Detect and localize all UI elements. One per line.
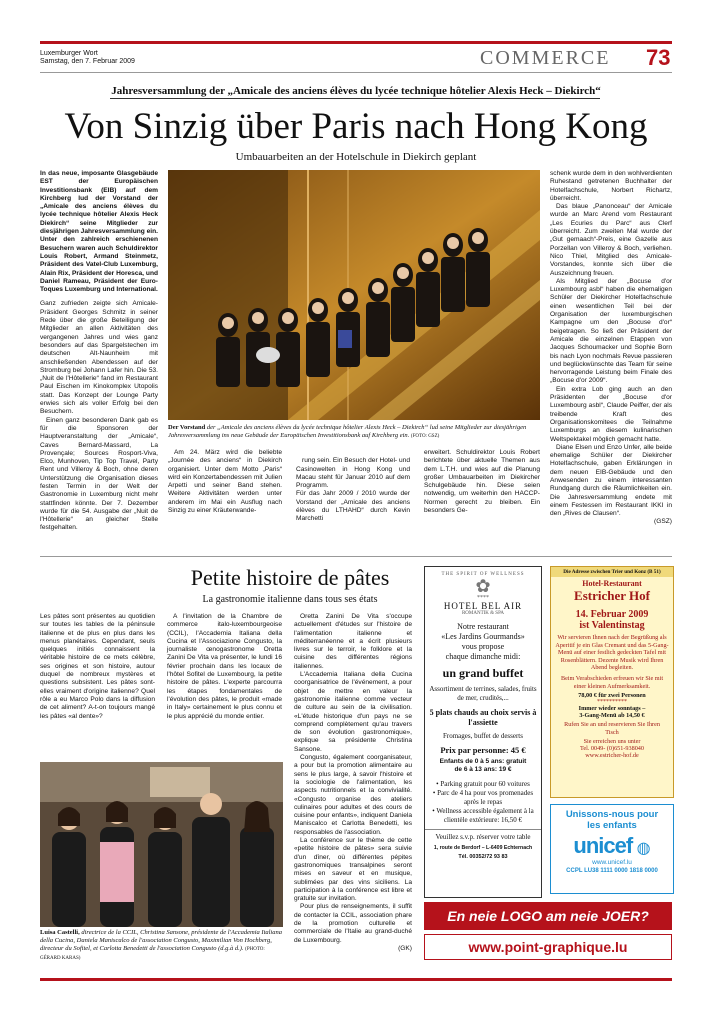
article2-col1 (40, 613, 155, 721)
estricher-t5: Rufen Sie an und reservieren Sie Ihren Tisch (564, 721, 660, 736)
estricher-t4: 3-Gang-Menü ab 14,50 € (579, 712, 645, 720)
ad-point-graphique-banner (424, 902, 672, 930)
belair-plats: 5 plats chauds au choix servis à l'assiette (429, 708, 537, 727)
estricher-event: ist Valentinstag (579, 620, 645, 631)
article2-col2 (167, 613, 282, 721)
estricher-t2: Beim Verabschieden erfreuen wir Sie mit einer kleinen Aufmerksamkeit. (560, 674, 664, 690)
article1-photo (168, 170, 540, 420)
caption2-body: directrice de la CCIL, Christina Sansone, présidente de l'Accademia Italiana della Cucina, Daniela Maniscalco de l'association Congusto, Maximilian Von Hochberg, directeur du Sofitel, et Carlotta Benedetti de l'association Congusto (d.g.à d.). (40, 929, 282, 952)
ad-hotel-belair (424, 566, 542, 898)
caption2-credit: (PHOTO: GÉRARD KARAS) (40, 947, 265, 961)
belair-price: Prix par personne: 45 € (440, 745, 526, 755)
article2-col3-p4: La conférence sur le thème de cette «petite histoire de pâtes» sera suivie d'un dîner, où différentes pépites gastronomiques transalpines seront mises en saveur et en musique, sublimées par des vins siciliens. La participation à la conférence est libre et gratuite sur invitation. (294, 837, 412, 903)
group-photo-eib (168, 170, 540, 420)
belair-name: HOTEL BEL AIR (443, 601, 523, 611)
estricher-stars: ********** (597, 699, 627, 706)
article1-col5-p3: Als Mitglied der „Bocuse d'or Luxembourg asbl“ haben die ehemaligen Schüler der Diekircher Hotelfachschule einen wesentlichen Teil bei der Organisation der luxemburgischen Kampagne um den „Bocuse d'or“ beigetragen. So ließ der Präsident der Amicale die einzelnen Etappen von Jacques Schoumacker und Sophie Born bis nach Lyon nochmals Revue passieren und beglückwünschte das Team für seine hervorragende Leistung beim Finale des „Bocuse d'or 2009“. (550, 277, 672, 385)
belair-addr: 1, route de Berdorf – L-6409 Echternach (433, 845, 533, 851)
article1-col1 (40, 170, 158, 533)
article1-col3 (296, 449, 410, 532)
point-banner-text: En neie LOGO am neie JOER? (447, 908, 649, 924)
article1-kicker: Jahresversammlung der „Amicale des anciens élèves du lycée technique hôtelier Alexis Heck – Diekirch“ (111, 85, 601, 97)
belair-bullets (428, 780, 538, 825)
belair-logo (425, 572, 541, 616)
article2-col3-p2: L'Accademia Italiana della Cucina coorganisatrice de l'événement, a pour objet de mettre en valeur la gastronomie italienne comme vecteur de culture au sein de la civilisation. «L'étude historique d'un pays ne se comprend complètement qu'au travers de son évolution gastronomique», explique sa présidente Christina Sansone. (294, 671, 412, 753)
mid-divider (40, 556, 672, 557)
belair-tel: Tél. 00352/72 93 83 (458, 854, 508, 860)
top-rule (40, 41, 672, 44)
estricher-date: 14. Februar 2009 (575, 609, 649, 620)
belair-line3: vous propose (461, 642, 505, 651)
article1-caption (168, 424, 540, 441)
belair-stars: **** (477, 595, 489, 601)
article1-lead: In das neue, imposante Glasgebäude EST der Europäischen Investitionsbank (EIB) auf dem Kirchberg lud der Vorstand der „Amicale des anciens élèves du lycée technique hôtelier Alexis Heck Diekirch“ seine Mitglieder zur diesjährigen Jahresversammlung ein. Unter den zahlreich erschienenen Besuchern waren auch Schuldirektor Louis Robert, Armand Steinmetz, Präsident des Vatel-Club Luxemburg, Alain Rix, Präsident der Horesca, und Daniel Rameau, Präsident der Euro-Toques Luxemburg und International. (40, 170, 159, 294)
belair-kids2: de 6 à 13 ans: 19 € (454, 766, 512, 773)
estricher-t1: Wir servieren Ihnen nach der Begrüßung als Aperitif je ein Glas Cremant und das 5-Gang-Menü auf einer festlich gedeckten Tafel mit Rosenblättern. Dezente Musik wird Ihren Abend begleiten. (555, 634, 669, 672)
belair-b2: • Parc de 4 ha pour vos promenades après le repas (432, 789, 534, 806)
article2-col3-p1: Oretta Zanini De Vita s'occupe actuellement d'études sur l'histoire de l'alimentation italienne et méditerranéenne et a écrit plusieurs livres sur le terroir, le folklore et la cuisine des différentes régions italiennes. (294, 613, 412, 670)
article2-photo (40, 762, 283, 927)
caption-body: der „Amicale des anciens élèves du lycée technique hôtelier Alexis Heck – Diekirch“ lud seine Mitglieder zur diesjährigen Jahresversammlung ins neue Gebäude der Europäischen Investitionsbank auf Kirchberg ein. (168, 424, 527, 439)
paper-name: Luxemburger Wort (40, 50, 98, 57)
article1-subhead: Umbauarbeiten an der Hotelschule in Diekirch geplant (235, 151, 477, 163)
belair-b1: • Parking gratuit pour 60 voitures (436, 780, 530, 788)
unicef-ccpl: CCPL LU38 1111 0000 1818 0000 (566, 868, 658, 874)
article1-col5-p5: Diane Elsen und Enzo Unfer, alle beide ehemalige Schüler der Diekircher Hotelfachschule, gaben Erklärungen in dem neuen EIB-Gebäude und den Anwesenden zu einem interessanten Rundgang durch die Räumlichkeiten ein. Die Jahresversammlung endete mit einem Festessen im Restaurant IKKI in den „Rives de Clausen“. (550, 443, 672, 518)
article1-col3-text: rung sein. Ein Besuch der Hotel- und Casinowelten in Hong Kong und Macau steht für Januar 2010 auf dem Programm. Für das Jahr 2009 / 2010 wurde der Vorstand der „Amicale des anciens élèves du LTHAHD“ durch Kevin Marchetti (296, 457, 410, 523)
ad-estricher-hof (550, 566, 674, 798)
article1-col2-text: Am 24. März wird die beliebte „Journée des anciens“ in Diekirch organisiert. Unter dem Motto „Paris“ wird ein Konzertabendessen mit Julien Arpetti und seiner Band stehen. Weitere Aktivitäten werden unter anderem im Mai ein Ausflug nach Sinzig zu einer Kräuterwande- (168, 449, 282, 515)
article1-col5-p4: Ein extra Lob ging auch an den Präsidenten der „Bocuse d'or Luxembourg asbl“, Claude Peiffer, der als treibende Kraft des Organisationskomitees die Teilnahme Luxemburgs an diesem kulinarischen Weltspektakel möglich gemacht hatte. (550, 385, 672, 443)
belair-kids (425, 758, 541, 774)
bottom-rule (40, 978, 672, 981)
article2-headline: Petite histoire de pâtes (190, 565, 390, 590)
belair-buffet: un grand buffet (442, 666, 524, 680)
article2-col1-text: Les pâtes sont présentes au quotidien sur toutes les tables de la péninsule italienne et de plus en plus dans les menus planétaires. Cependant, seuls quelques initiés connaissent la véritable histoire de ce mets célèbre, ses origines et son histoire, autour duquel de nombreux mystères et questions subsistent. Les pâtes sont-elles vraiment d'origine italienne? Quel rôle a eu Marco Polo dans la diffusion de cet aliment? A-t-on toujours mangé les pâtes «al dente»? (40, 613, 155, 720)
belair-kids1: Enfants de 0 à 5 ans: gratuit (439, 758, 527, 765)
caption-credit: (FOTO: GSZ) (410, 434, 440, 439)
article1-author: (GSZ) (654, 518, 672, 526)
estricher-t3: Immer wieder sonntags – (578, 705, 646, 713)
article2-col3 (294, 613, 412, 953)
estricher-t6: Sie erreichen uns unter (583, 738, 641, 746)
caption2-lead: Luisa Castelli, (40, 929, 80, 936)
unicef-web[interactable]: www.unicef.lu (592, 859, 632, 866)
article2-col2-text: A l'invitation de la Chambre de commerce italo-luxembourgeoise (CCIL), l'Accademia Italiana della Cucina et l'Associazione Congusto, la journaliste œnogastronome Oretta Zanini De Vita va présenter, le lundi 16 février prochain dans les locaux de l'hôtel Sofitel de Luxembourg, la petite histoire de pâtes. L'experte parcourra les étapes fondamentales de l'évolution des pâtes, le produit «made in Italy» certainement le plus connu et le plus apprécié du monde entier. (167, 613, 282, 720)
belair-line1: Notre restaurant (457, 622, 509, 631)
ad-unicef (550, 804, 674, 894)
article2-subhead: La gastronomie italienne dans tous ses états (202, 594, 378, 605)
belair-line6: Fromages, buffet de desserts (443, 732, 523, 740)
belair-line5: Assortiment de terrines, salades, fruits de mer, crudités,... (429, 685, 537, 702)
header-divider (40, 72, 672, 73)
belair-line4: chaque dimanche midi: (445, 652, 521, 661)
caption-lead: Der Vorstand (168, 424, 206, 431)
article1-col5-p2: Das blaue „Panonceau“ der Amicale wurde an Marc Arend vom Restaurant „Les Ecuries du Parc“ aus Clerf überreicht. Zum zweiten Mal wurde der „Gut gemaach“-Preis, eine Gazelle aus Porzellan von Villeroy & Boch, verliehen. Nico Thiel, Mitglied des Amicale-Vorstandes, konnte sich über die Auszeichnung freuen. (550, 203, 672, 277)
article2-caption (40, 929, 283, 963)
article1-col5 (550, 170, 672, 527)
article1-col1-p1: Ganz zufrieden zeigte sich Amicale-Präsident Georges Schmitz in seiner Rede über die große Beteiligung der Mitglieder an allen Aktivitäten des vergangenen Jahres und wies ganz besonders auf das Spargelstechen im deutschen Alt-Naunheim mit anschließenden Abendessen auf der Stromburg bei Johann Lafer hin. Die 53. „Nuit de l'Hôtellerie“ fand im Restaurant Paul Eischen im Kinokomplex Utopolis statt. Das Konzept der Lounge Party erwies sich als voller Erfolg bei den Besuchern. (40, 300, 158, 416)
belair-line2: «Les Jardins Gourmands» (441, 632, 525, 641)
belair-sub: ROMANTIK & SPA (461, 611, 505, 616)
belair-intro (425, 622, 541, 662)
estricher-tel: Tel. 0049- (0)651-938040 (579, 745, 644, 753)
group-photo-ccil (40, 762, 283, 927)
point-web-text: www.point-graphique.lu (468, 939, 628, 955)
article1-headline: Von Sinzig über Paris nach Hong Kong (64, 106, 648, 147)
unicef-globe-icon: ◍ (636, 840, 651, 857)
article1-col4 (424, 449, 540, 515)
belair-tag: THE SPIRIT OF WELLNESS (441, 572, 525, 577)
article2-col3-p3: Congusto, également coorganisateur, a pour but la promotion alimentaire au sens le plus large, à savoir l'histoire et la sociologie de l'alimentation, les aspects nutritionnels et la convivialité. «Congusto organise des ateliers culinaires pour adultes et des cours de cuisine pour enfants», indiquent Daniela Maniscalco et Carlotta Benedetti, les responsables de l'association. (294, 754, 412, 836)
unicef-wordmark: unicef (573, 833, 633, 858)
ad-point-graphique-web[interactable] (424, 934, 672, 960)
article2-author: (GK) (398, 944, 412, 952)
article1-col4-text: erweitert. Schuldirektor Louis Robert berichtete über aktuelle Themen aus dem L.T.H. und wies auf die Planung großer Umbauarbeiten im Diekircher Schulgebäude hin. Diese seien notwendig, um weiterhin den HACCP-Normen gerecht zu bleiben. Ein besonders Ge- (424, 449, 540, 515)
kicker-underline (110, 98, 600, 99)
masthead (40, 50, 135, 66)
article1-col2 (168, 449, 282, 515)
belair-emblem-icon: ✿ (475, 576, 491, 596)
estricher-name: Estricher Hof (574, 588, 650, 603)
unicef-title: Unissons-nous pour les enfants (565, 809, 659, 831)
article2-col3-p5: Pour plus de renseignements, il suffit de contacter la CCIL, association phare de la promotion culturelle et commerciale de l'Italie au grand-duché de Luxembourg. (294, 903, 412, 944)
article1-col1-p2: Einen ganz besonderen Dank gab es für die Sponsoren der Hauptveranstaltung der „Amicale“, Caves Bernard-Massard, La Provençale; Sources Rosport-Viva, Elco, Munhoven, Tip Top Travel, Party Rent und Villeroy & Boch, ohne deren Unterstützung die Organisation dieses festen Termin in der Welt der Gastronomie in Luxemburg nicht mehr stattfinden könnte. Der 7. Dezember wurde für die 54. Ausgabe der „Nuit de l'Hôtellerie“ an gleicher Stelle festgehalten. (40, 416, 158, 532)
article1-col5-p1: schenk wurde dem in den wohlverdienten Ruhestand getretenen Buchhalter der Hotelfachschule, Norbert Richartz, überreicht. (550, 170, 672, 202)
page-number: 73 (646, 45, 671, 70)
estricher-sub: Hotel-Restaurant (582, 579, 642, 588)
estricher-top: Die Adresse zwischen Trier und Konz (B 51) (551, 567, 673, 577)
unicef-logo (551, 833, 673, 859)
estricher-price1: 78,00 € für zwei Personen (578, 692, 646, 700)
estricher-web[interactable]: www.estricher-hof.de (585, 752, 639, 760)
belair-reserve: Veuillez s.v.p. réserver votre table (425, 829, 541, 841)
section-title: COMMERCE (480, 47, 611, 69)
issue-date: Samstag, den 7. Februar 2009 (40, 58, 135, 65)
belair-b3: • Wellness accessible également à la clientèle extérieure: 16,50 € (432, 807, 534, 824)
